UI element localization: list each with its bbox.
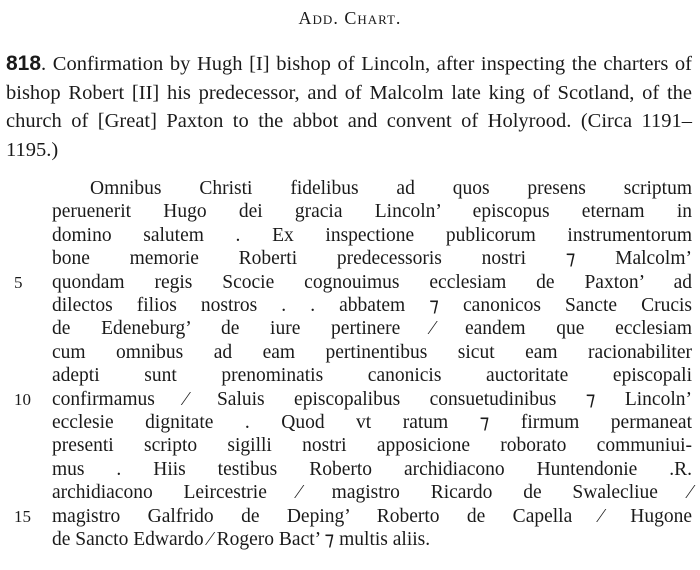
latin-line: de Edeneburg’ de iure pertinere ⁄ eandem que ecclesiam [52,318,692,340]
latin-line: adepti sunt prenominatis canonicis auctoritate episcopali [52,365,692,387]
line-number: 10 [14,389,31,409]
latin-line: archidiacono Leircestrie ⁄ magistro Ricardo de Swalecliue ⁄ [52,482,692,504]
latin-line: Omnibus Christi fidelibus ad quos presens scriptum [90,178,692,199]
latin-text [14,177,692,552]
latin-line: mus . Hiis testibus Roberto archidiacono Huntendonie .R. [52,458,692,480]
page-header: Add. Chart. [298,8,402,28]
charter-number: 818 [6,52,42,75]
charter-summary-text: . Confirmation by Hugh [I] bishop of Lincoln, after inspecting the charters of bishop Robert [II] his predecessor, and of Malcolm late king of Scotland, of the church of [Great] Paxton to the abbot and convent of Holyrood. (Circa 1191–1195.) [6,53,692,161]
latin-line: magistro Galfrido de Deping’ Roberto de Capella ⁄ Hugone [52,505,692,527]
latin-line: de Sancto Edwardo ⁄ Rogero Bact’ ⁊ multis aliis. [52,529,431,551]
latin-line: quondam regis Scocie cognouimus ecclesiam de Paxton’ ad [52,271,692,293]
latin-line: domino salutem . Ex inspectione publicorum instrumentorum [52,224,692,246]
line-number: 5 [14,272,23,292]
charter-summary [6,50,692,164]
latin-line: confirmamus ⁄ Saluis episcopalibus consuetudinibus ⁊ Lincoln’ [52,388,692,410]
latin-line: dilectos filios nostros . . abbatem ⁊ canonicos Sancte Crucis [52,295,692,317]
latin-line: ecclesie dignitate . Quod vt ratum ⁊ firmum permaneat [52,412,692,434]
latin-line: presenti scripto sigilli nostri apposicione roborato communiui- [52,435,692,457]
latin-line: peruenerit Hugo dei gracia Lincoln’ episcopus eternam in [52,201,692,223]
line-number: 15 [14,506,31,526]
latin-line: bone memorie Roberti predecessoris nostri ⁊ Malcolm’ [52,248,692,270]
latin-line: cum omnibus ad eam pertinentibus sicut eam racionabiliter [52,341,692,363]
